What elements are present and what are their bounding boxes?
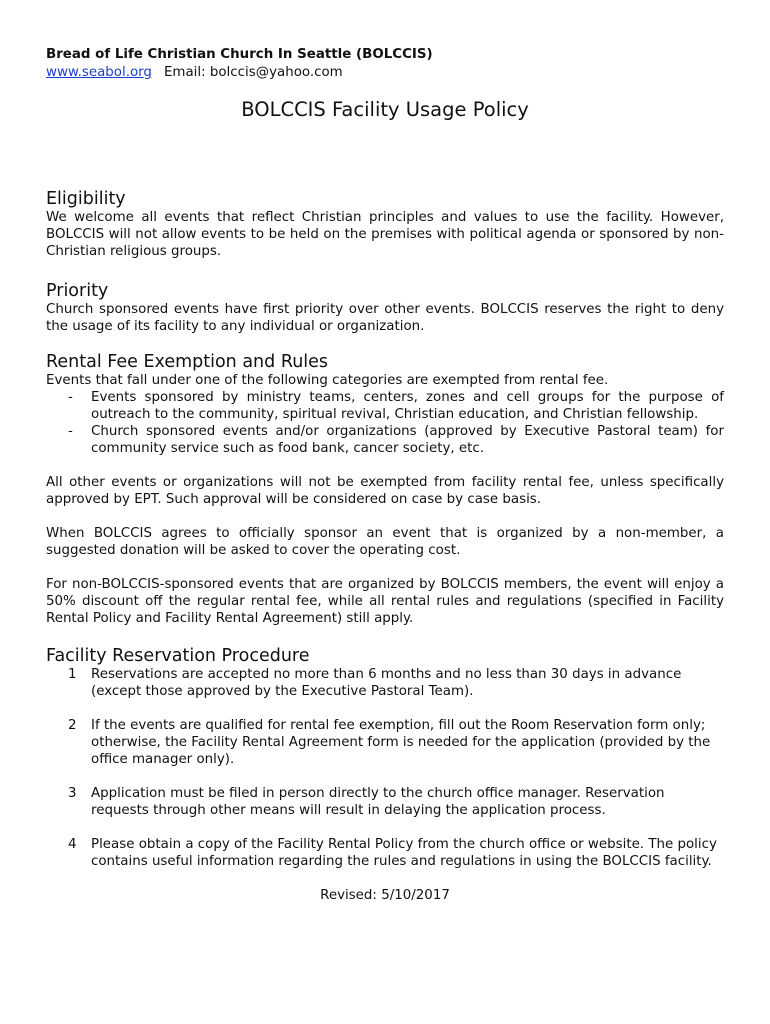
- contact-line: [46, 63, 724, 82]
- rental-paragraph-3: For non-BOLCCIS-sponsored events that are organized by BOLCCIS members, the event will enjoy a 50% discount off the regular rental fee, while all rental rules and regulations (specified in Facility Rental Policy and Facility Rental Agreement) still apply.: [46, 577, 724, 626]
- step-number: 2: [68, 718, 77, 733]
- step-text: If the events are qualified for rental fee exemption, fill out the Room Reservation form only; otherwise, the Facility Rental Agreement form is needed for the application (provided by the office manager only).: [91, 718, 711, 767]
- list-item-text: Church sponsored events and/or organizations (approved by Executive Pastoral team) for community service such as food bank, cancer society, etc.: [91, 424, 724, 456]
- list-item: [46, 717, 724, 768]
- website-link[interactable]: www.seabol.org: [46, 65, 152, 80]
- list-item: [46, 423, 724, 457]
- list-item: [46, 666, 724, 700]
- dash-bullet: -: [68, 390, 73, 405]
- eligibility-body: We welcome all events that reflect Christian principles and values to use the facility. However, BOLCCIS will not allow events to be held on the premises with political agenda or sponsored by non-Christian religious groups.: [46, 210, 724, 259]
- list-item: [46, 785, 724, 819]
- section-heading-priority: Priority: [46, 281, 109, 301]
- step-text: Please obtain a copy of the Facility Rental Policy from the church office or website. The policy contains useful information regarding the rules and regulations in using the BOLCCIS facility.: [91, 837, 717, 869]
- list-item: [46, 836, 724, 870]
- step-number: 3: [68, 786, 77, 801]
- list-item: [46, 389, 724, 423]
- step-number: 1: [68, 667, 77, 682]
- priority-body: Church sponsored events have first priority over other events. BOLCCIS reserves the right to deny the usage of its facility to any individual or organization.: [46, 302, 724, 334]
- section-rental-fee: [46, 352, 724, 627]
- rental-paragraph-2: When BOLCCIS agrees to officially sponsor an event that is organized by a non-member, a suggested donation will be asked to cover the operating cost.: [46, 526, 724, 558]
- step-text: Application must be filed in person directly to the church office manager. Reservation requests through other means will result in delaying the application process.: [91, 786, 665, 818]
- dash-bullet: -: [68, 424, 73, 439]
- list-item-text: Events sponsored by ministry teams, centers, zones and cell groups for the purpose of outreach to the community, spiritual revival, Christian education, and Christian fellowship.: [91, 390, 724, 422]
- section-priority: [46, 281, 724, 335]
- section-reservation: [46, 646, 724, 870]
- section-eligibility: [46, 189, 724, 260]
- reservation-steps: [46, 666, 724, 870]
- email-text: Email: bolccis@yahoo.com: [163, 65, 343, 80]
- section-heading-eligibility: Eligibility: [46, 189, 126, 209]
- step-number: 4: [68, 837, 77, 852]
- section-heading-reservation: Facility Reservation Procedure: [46, 646, 310, 666]
- section-heading-rental-fee: Rental Fee Exemption and Rules: [46, 352, 329, 372]
- page-title: BOLCCIS Facility Usage Policy: [241, 98, 529, 121]
- step-text: Reservations are accepted no more than 6 months and no less than 30 days in advance (except those approved by the Executive Pastoral Team).: [91, 667, 682, 699]
- rental-paragraph-1: All other events or organizations will not be exempted from facility rental fee, unless specifically approved by EPT. Such approval will be considered on case by case basis.: [46, 475, 724, 507]
- exemption-list: [46, 389, 724, 457]
- org-name: Bread of Life Christian Church In Seattle (BOLCCIS): [46, 47, 433, 62]
- revised-date: Revised: 5/10/2017: [320, 888, 450, 903]
- rental-intro: Events that fall under one of the following categories are exempted from rental fee.: [46, 373, 609, 388]
